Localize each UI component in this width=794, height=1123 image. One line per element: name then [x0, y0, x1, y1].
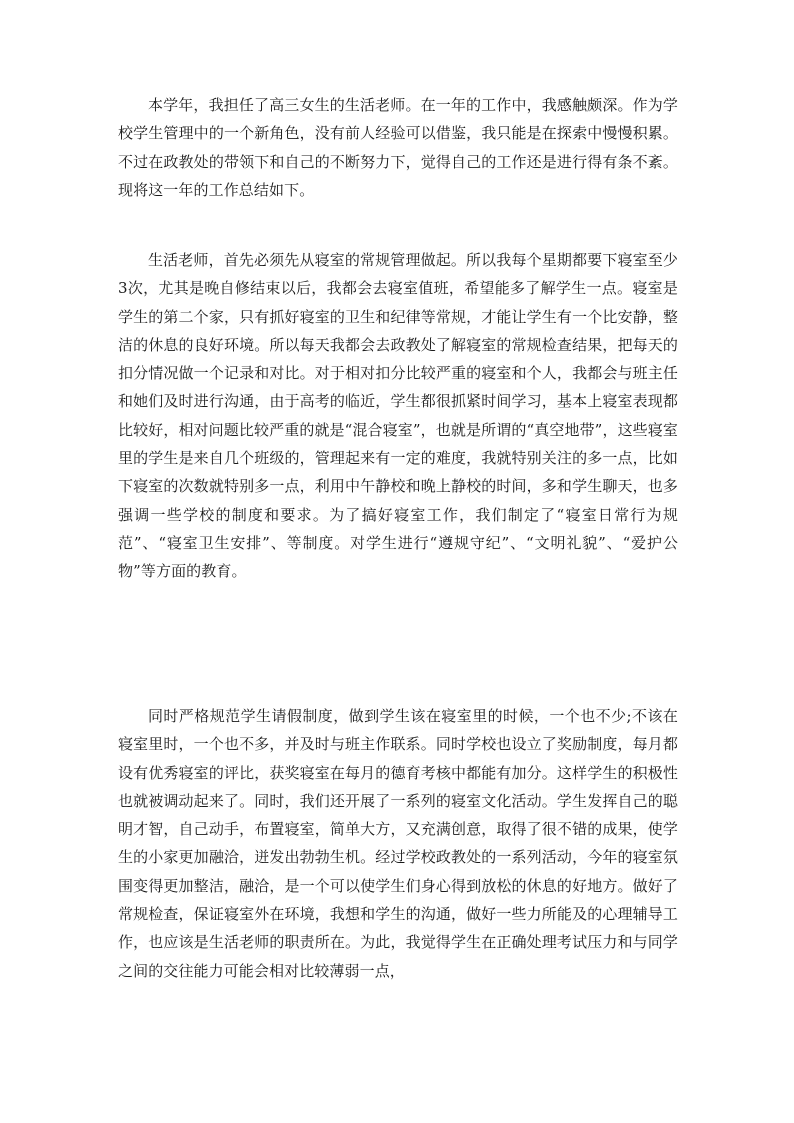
paragraph-dorm-management: 生活老师，首先必须先从寝室的常规管理做起。所以我每个星期都要下寝室至少3次，尤其是晚自修结束以后，我都会去寝室值班，希望能多了解学生一点。寝室是学生的第二个家，只有抓好寝室的卫生和纪律等常规，才能让学生有一个比安静，整洁的休息的良好环境。所以每天我都会去政教处了解寝室的常规检查结果，把每天的扣分情况做一个记录和对比。对于相对扣分比较严重的寝室和个人，我都会与班主任和她们及时进行沟通，由于高考的临近，学生都很抓紧时间学习，基本上寝室表现都比较好，相对问题比较严重的就是“混合寝室”，也就是所谓的“真空地带”，这些寝室里的学生是来自几个班级的，管理起来有一定的难度，我就特别关注的多一点，比如下寝室的次数就特别多一点，利用中午静校和晚上静校的时间，多和学生聊天，也多强调一些学校的制度和要求。为了搞好寝室工作，我们制定了“寝室日常行为规范”、“寝室卫生安排”、等制度。对学生进行“遵规守纪”、“文明礼貌”、“爱护公物”等方面的教育。	[118, 251, 678, 581]
paragraph-leave-system: 同时严格规范学生请假制度，做到学生该在寝室里的时候，一个也不少;不该在寝室里时，一个也不多，并及时与班主作联系。同时学校也设立了奖励制度，每月都设有优秀寝室的评比，获奖寝室在每月的德育考核中都能有加分。这样学生的积极性也就被调动起来了。同时，我们还开展了一系列的寝室文化活动。学生发挥自己的聪明才智，自己动手，布置寝室，简单大方，又充满创意，取得了很不错的成果，使学生的小家更加融洽，迸发出勃勃生机。经过学校政教处的一系列活动，今年的寝室氛围变得更加整洁，融洽，是一个可以使学生们身心得到放松的休息的好地方。做好了常规检查，保证寝室外在环境，我想和学生的沟通，做好一些力所能及的心理辅导工作，也应该是生活老师的职责所在。为此，我觉得学生在正确处理考试压力和与同学之间的交往能力可能会相对比较薄弱一点，	[118, 707, 678, 980]
paragraph-intro: 本学年，我担任了高三女生的生活老师。在一年的工作中，我感触颇深。作为学校学生管理中的一个新角色，没有前人经验可以借鉴，我只能是在探索中慢慢积累。不过在政教处的带领下和自己的不断努力下，觉得自己的工作还是进行得有条不紊。现将这一年的工作总结如下。	[118, 96, 678, 199]
